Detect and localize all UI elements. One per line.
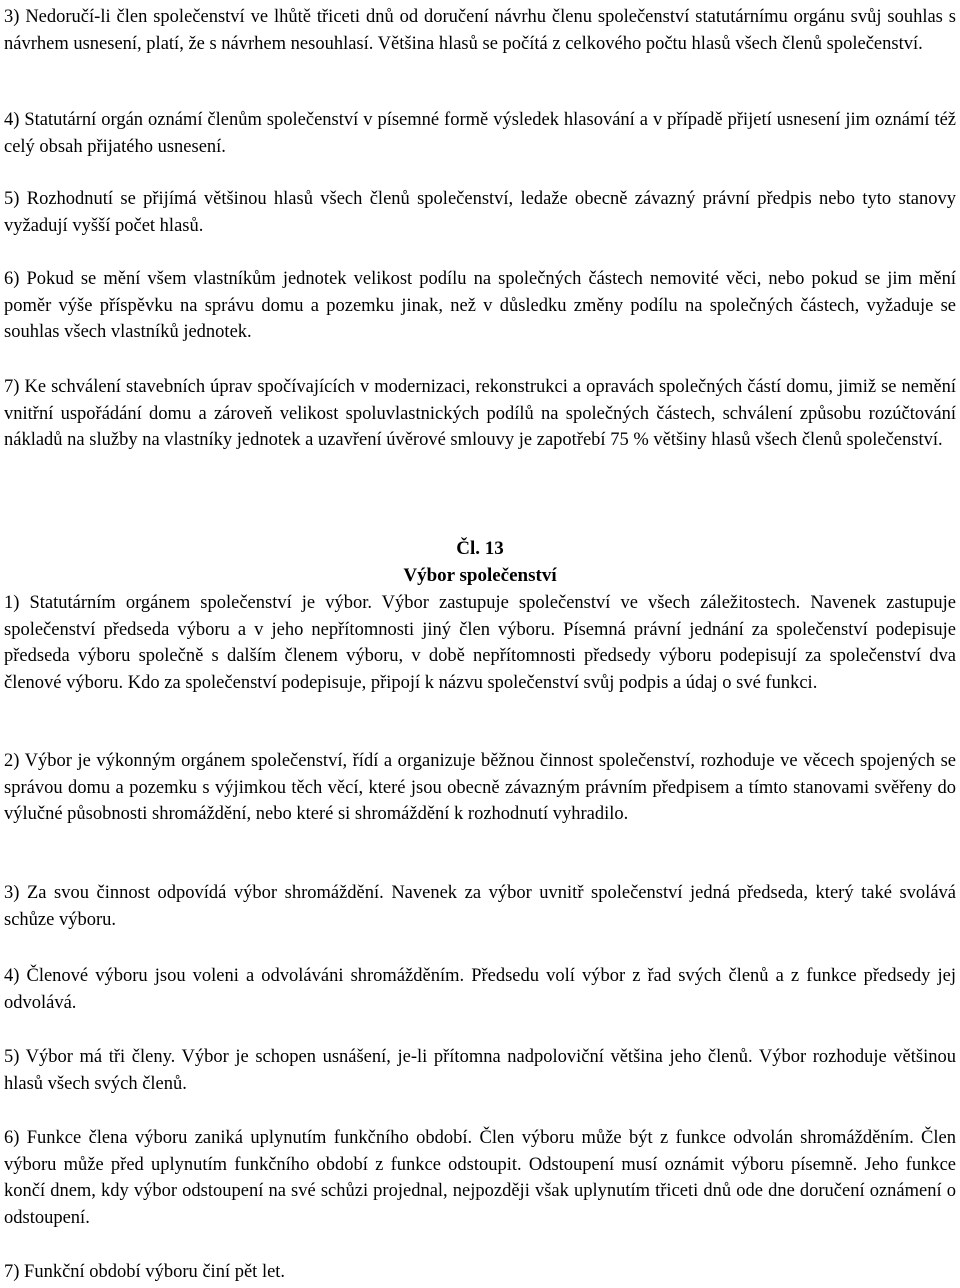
article-paragraph-2: 2) Výbor je výkonným orgánem společenství, řídí a organizuje běžnou činnost společenství, rozhoduje ve věcech spojených se správou domu a pozemku s výjimkou těch věcí, které jsou obecně závazným právním předpisem a tímto stanovami svěřeny do výlučné působnosti shromáždění, nebo které si shromáždění k rozhodnutí vyhradilo. xyxy=(4,751,956,825)
paragraph-prev-4: 4) Statutární orgán oznámí členům společenství v písemné formě výsledek hlasování a v případě přijetí usnesení jim oznámí též celý obsah přijatého usnesení. xyxy=(4,110,956,157)
paragraph-prev-3: 3) Nedoručí-li člen společenství ve lhůtě třiceti dnů od doručení návrhu členu společenství statutárnímu orgánu svůj souhlas s návrhem usnesení, platí, že s návrhem nesouhlasí. Většina hlasů se počítá z celkového počtu hlasů všech členů společenství. xyxy=(4,7,956,54)
article-paragraph-6: 6) Funkce člena výboru zaniká uplynutím funkčního období. Člen výboru může být z funkce odvolán shromážděním. Člen výboru může před uplynutím funkčního období z funkce odstoupit. Odstoupení musí oznámit výboru písemně. Jeho funkce končí dnem, kdy výbor odstoupení na své schůzi projednal, nejpozději však uplynutím třiceti dnů ode dne doručení oznámení o odstoupení. xyxy=(4,1128,956,1228)
paragraph-prev-6: 6) Pokud se mění všem vlastníkům jednotek velikost podílu na společných částech nemovité věci, nebo pokud se jim mění poměr výše příspěvku na správu domu a pozemku jinak, než v důsledku změny podílu na společných částech, vyžaduje se souhlas všech vlastníků jednotek. xyxy=(4,269,956,343)
article-paragraph-1: 1) Statutárním orgánem společenství je výbor. Výbor zastupuje společenství ve všech záležitostech. Navenek zastupuje společenství předseda výboru a v jeho nepřítomnosti jiný člen výboru. Písemná právní jednání za společenství podepisuje předseda výboru společně s dalším členem výboru, v době nepřítomnosti předsedy výboru podepisují za společenství dva členové výboru. Kdo za společenství podepisuje, připojí k názvu společenství svůj podpis a údaj o své funkci. xyxy=(4,593,956,693)
article-paragraph-7: 7) Funkční období výboru činí pět let. xyxy=(4,1262,286,1282)
article-number: Čl. 13 xyxy=(456,538,504,559)
article-paragraph-5: 5) Výbor má tři členy. Výbor je schopen usnášení, je-li přítomna nadpoloviční většina jeho členů. Výbor rozhoduje většinou hlasů všech svých členů. xyxy=(4,1047,956,1094)
article-paragraph-3: 3) Za svou činnost odpovídá výbor shromáždění. Navenek za výbor uvnitř společenství jedná předseda, který také svolává schůze výboru. xyxy=(4,883,956,930)
article-title: Výbor společenství xyxy=(403,565,557,586)
paragraph-prev-5: 5) Rozhodnutí se přijímá většinou hlasů všech členů společenství, ledaže obecně závazný právní předpis nebo tyto stanovy vyžadují vyšší počet hlasů. xyxy=(4,189,956,236)
article-paragraph-4: 4) Členové výboru jsou voleni a odvoláváni shromážděním. Předsedu volí výbor z řad svých členů a z funkce předsedy jej odvolává. xyxy=(4,966,956,1013)
paragraph-prev-7: 7) Ke schválení stavebních úprav spočívajících v modernizaci, rekonstrukci a opravách společných částí domu, jimiž se nemění vnitřní uspořádání domu a zároveň velikost spoluvlastnických podílů na společných částech, schválení způsobu rozúčtování nákladů na služby na vlastníky jednotek a uzavření úvěrové smlouvy je zapotřebí 75 % většiny hlasů všech členů společenství. xyxy=(4,377,956,451)
